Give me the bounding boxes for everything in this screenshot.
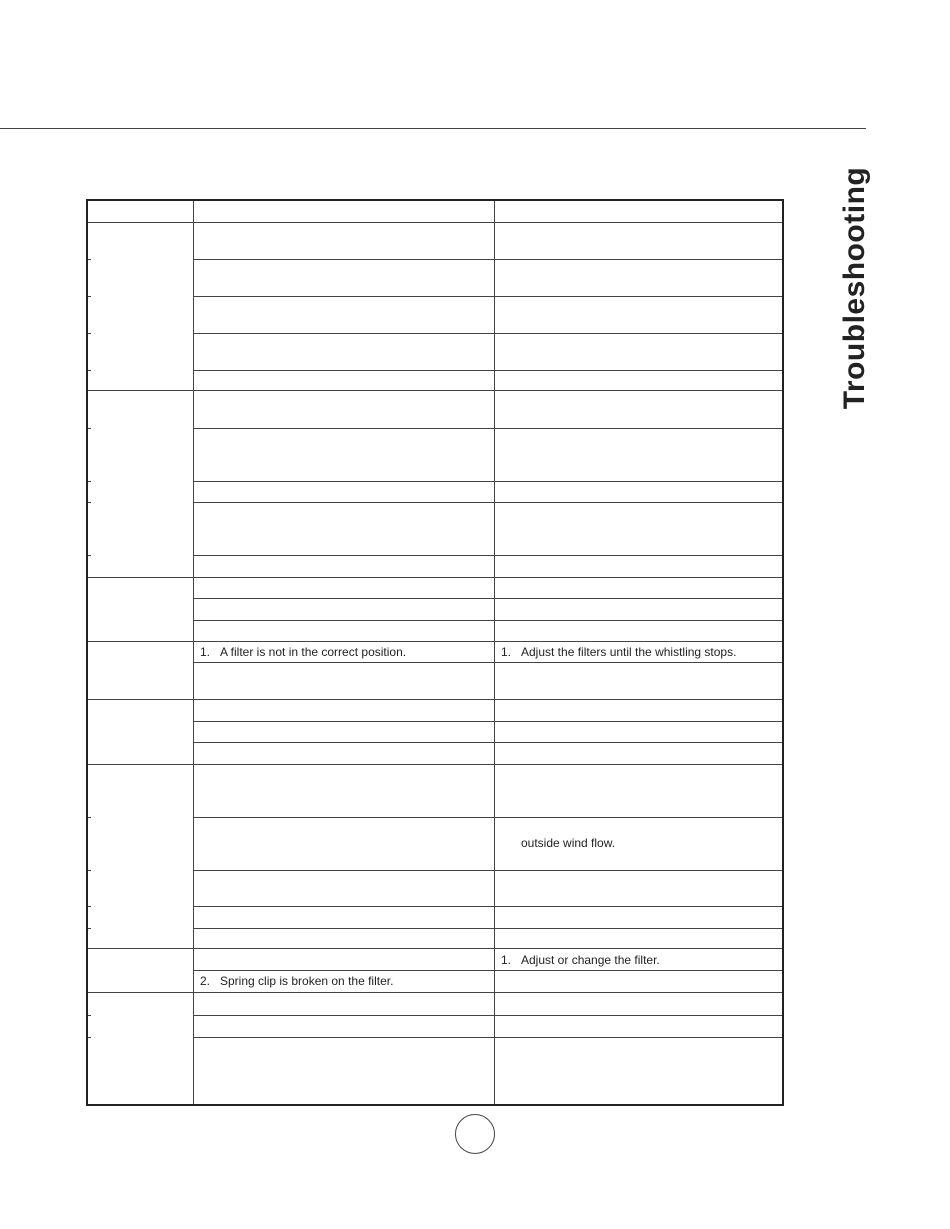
row-divider xyxy=(193,742,782,743)
row-divider-stub xyxy=(88,333,91,334)
row-divider xyxy=(193,928,782,929)
group-divider xyxy=(88,948,782,949)
row-divider xyxy=(193,620,782,621)
cause-cell: 2. Spring clip is broken on the filter. xyxy=(200,974,394,988)
row-divider-stub xyxy=(88,555,91,556)
row-divider-stub xyxy=(88,1037,91,1038)
row-divider-stub xyxy=(88,481,91,482)
group-divider xyxy=(88,577,782,578)
row-divider-stub xyxy=(88,928,91,929)
group-divider xyxy=(88,390,782,391)
row-divider xyxy=(193,662,782,663)
row-divider xyxy=(193,906,782,907)
row-divider-stub xyxy=(88,428,91,429)
row-divider-stub xyxy=(88,502,91,503)
row-divider xyxy=(193,370,782,371)
row-divider xyxy=(193,721,782,722)
row-divider xyxy=(193,481,782,482)
row-divider xyxy=(193,1037,782,1038)
row-divider xyxy=(193,598,782,599)
solution-cell: outside wind flow. xyxy=(521,836,616,850)
row-divider xyxy=(193,817,782,818)
column-divider xyxy=(494,201,495,1104)
row-divider-stub xyxy=(88,870,91,871)
page-number-badge xyxy=(455,1114,495,1154)
section-title-text: Troubleshooting xyxy=(838,166,871,410)
row-divider-stub xyxy=(88,296,91,297)
row-divider xyxy=(193,970,782,971)
group-divider xyxy=(88,641,782,642)
group-divider xyxy=(88,992,782,993)
row-divider xyxy=(193,259,782,260)
row-divider xyxy=(193,428,782,429)
row-divider xyxy=(193,502,782,503)
row-divider-stub xyxy=(88,370,91,371)
header-row-divider xyxy=(88,222,782,223)
group-divider xyxy=(88,764,782,765)
row-divider-stub xyxy=(88,1015,91,1016)
column-divider xyxy=(193,201,194,1104)
row-divider-stub xyxy=(88,259,91,260)
row-divider xyxy=(193,1015,782,1016)
row-divider-stub xyxy=(88,817,91,818)
group-divider xyxy=(88,699,782,700)
cause-cell: 1. A filter is not in the correct position. xyxy=(200,645,407,659)
row-divider xyxy=(193,870,782,871)
row-divider-stub xyxy=(88,906,91,907)
troubleshooting-table xyxy=(86,199,784,1106)
row-divider xyxy=(193,333,782,334)
row-divider xyxy=(193,555,782,556)
row-divider xyxy=(193,296,782,297)
solution-cell: 1. Adjust the filters until the whistling stops. xyxy=(501,645,737,659)
solution-cell: 1. Adjust or change the filter. xyxy=(501,953,660,967)
header-rule xyxy=(0,128,866,129)
